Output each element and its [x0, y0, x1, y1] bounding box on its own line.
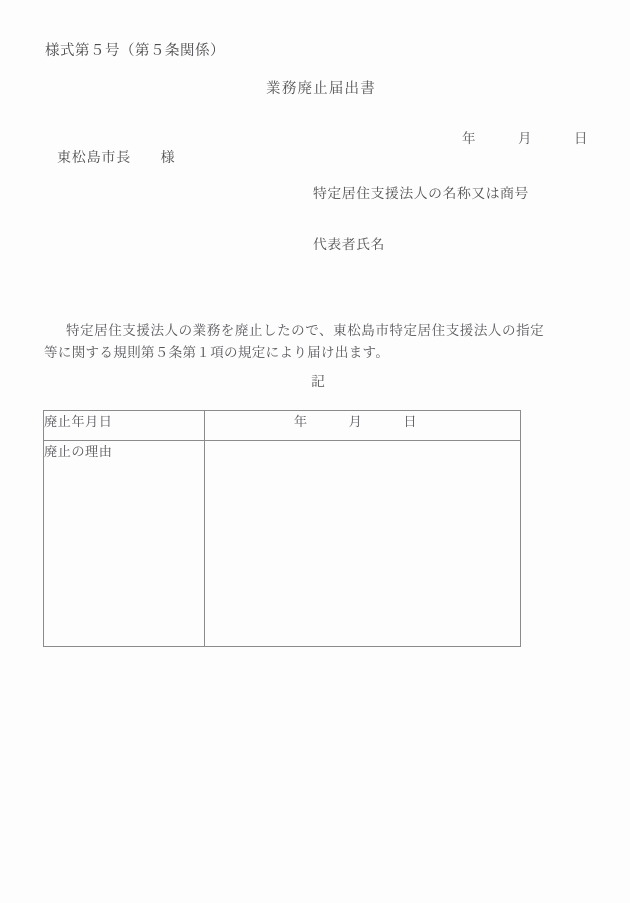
form-number: 様式第５号（第５条関係）: [45, 43, 225, 59]
addressee-line: 東松島市長 様: [57, 150, 176, 166]
discontinuation-reason-field[interactable]: [205, 441, 521, 647]
table-row: [44, 411, 521, 441]
notification-details-table: [43, 410, 521, 647]
body-paragraph-line-1: 特定居住支援法人の業務を廃止したので、東松島市特定居住支援法人の指定等に関する: [44, 323, 544, 362]
body-paragraph: [44, 320, 544, 365]
body-paragraph-line-2: 規則第５条第１項の規定により届け出ます。: [113, 345, 390, 362]
discontinuation-date-field[interactable]: 年 月 日: [205, 411, 521, 441]
discontinuation-reason-label: 廃止の理由: [44, 441, 205, 647]
page-title: 業務廃止届出書: [266, 81, 376, 97]
submission-date-line: 年 月 日: [462, 131, 588, 147]
discontinuation-date-label: 廃止年月日: [44, 411, 205, 441]
table-row: [44, 441, 521, 647]
applicant-name-label: 特定居住支援法人の名称又は商号: [313, 186, 529, 202]
representative-name-label: 代表者氏名: [313, 237, 385, 253]
record-marker: 記: [311, 374, 325, 390]
